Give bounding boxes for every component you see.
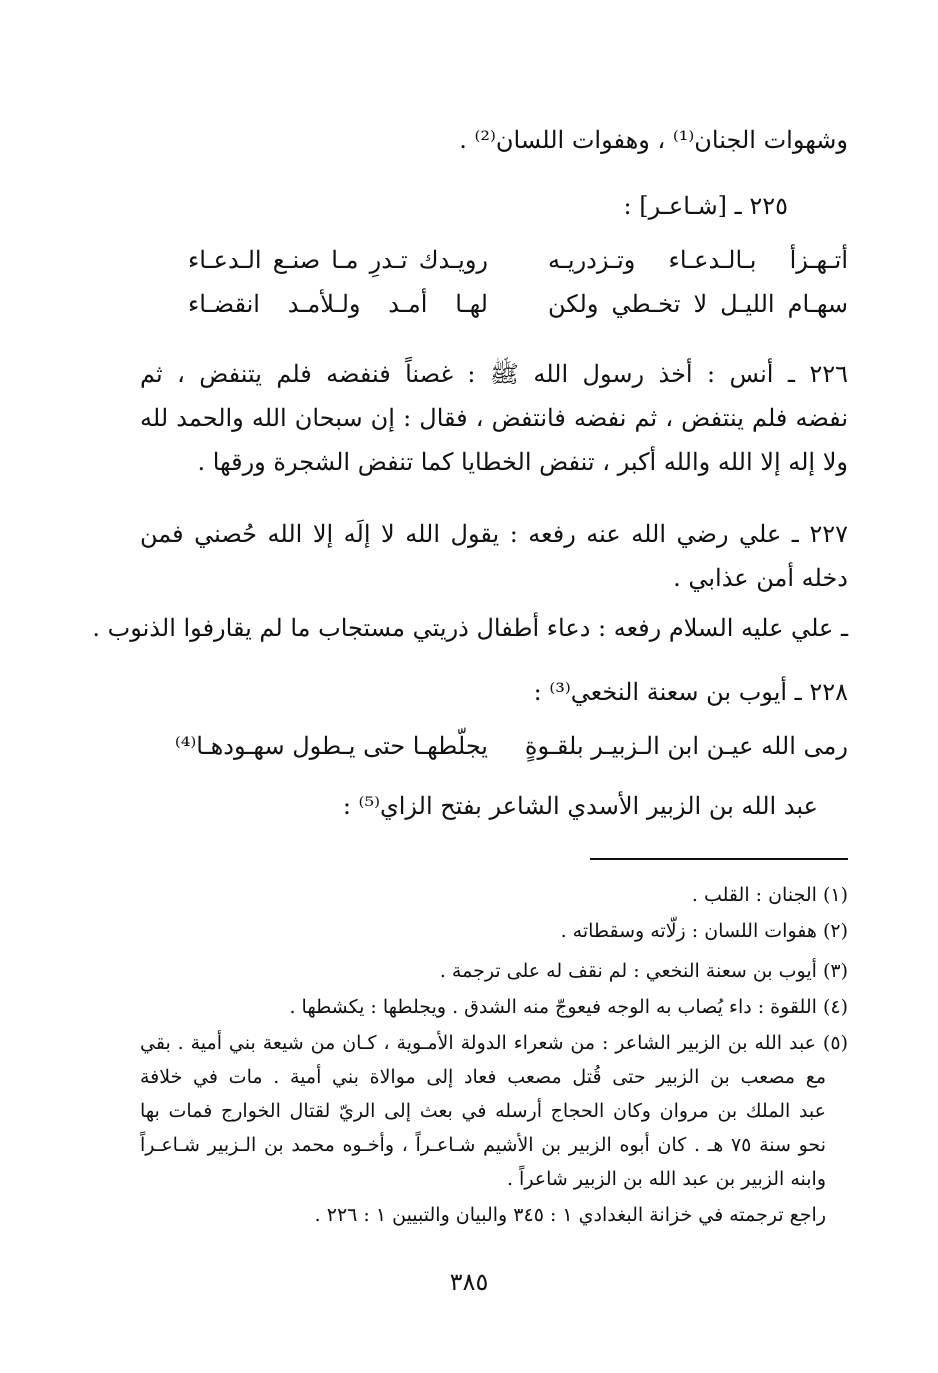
footnote-1: (١) الجنان : القلب . [691,884,848,906]
footnote-5-line-2: مع مصعب بن الزبير حتى قُتل مصعب فعاد إلى موالاة بني أمية . مات في خلافة [140,1066,826,1088]
verse-3-second-hemistich: يجلّطهـا حتى يـطول سهـودهـا⁽⁴⁾ [174,732,488,760]
entry-227-line-3: ـ علي عليه السلام رفعه : دعاء أطفال ذريتي مستجاب ما لم يقارفوا الذنوب . [92,614,848,642]
entry-228-heading: ٢٢٨ ـ أيوب بن سعنة النخعي⁽³⁾ : [533,678,848,706]
text-line-last: عبد الله بن الزبير الأسدي الشاعر بفتح الزاي⁽⁵⁾ : [342,792,818,820]
footnote-3: (٣) أيوب بن سعنة النخعي : لم نقف له على ترجمة . [439,960,848,982]
entry-226-line-2: نفضه فلم ينتفض ، ثم نفضه فانتفض ، فقال : إن سبحان الله والحمد لله [140,404,848,432]
footnote-5-line-6: راجع ترجمته في خزانة البغدادي ١ : ٣٤٥ والبيان والتبيين ١ : ٢٢٦ . [314,1204,826,1226]
verse-2-first-hemistich: سهـام الليـل لا تخـطي ولكن [548,290,848,318]
verse-3-first-hemistich: رمى الله عيـن ابن الـزبيـر بلقـوةٍ [524,732,848,760]
verse-1 [188,240,848,280]
entry-226-line-1: ٢٢٦ ـ أنس : أخذ رسول الله ﷺ : غصناً فنفضه فلم يتنفض ، ثم [140,360,848,388]
verse-1-first-hemistich: أتـهـزأ بـالـدعـاء وتـزدريـه [548,246,848,274]
footnote-5-line-4: نحو سنة ٧٥ هـ . كان أبوه الزبير بن الأشيم شـاعـراً ، وأخـوه محمد بن الـزبير شـاعـراً [140,1134,826,1156]
footnote-2: (٢) هفوات اللسان : زلّاته وسقطاته . [560,920,848,942]
footnote-separator [590,858,848,860]
page-number: ٣٨٥ [449,1268,489,1296]
footnote-5-line-5: وابنه الزبير بن عبد الله بن الزبير شاعراً . [506,1168,826,1190]
footnote-5-line-3: عبد الملك بن مروان وكان الحجاج أرسله في بعث إلى الريّ لقتال الخوارج فمات بها [140,1100,826,1122]
footnote-5-line-1: (٥) عبد الله بن الزبير الشاعر : من شعراء الدولة الأمـوية ، كـان من شيعة بني أمية . بقي [140,1032,848,1054]
entry-227-line-1: ٢٢٧ ـ علي رضي الله عنه رفعه : يقول الله لا إلَه إلا الله حُصني فمن [140,520,848,548]
entry-226-line-3: ولا إله إلا الله والله أكبر ، تنفض الخطايا كما تنفض الشجرة ورقها . [197,448,848,476]
entry-225-heading: ٢٢٥ ـ [شـاعـر] : [623,192,788,220]
verse-2-second-hemistich: لهـا أمـد ولـلأمـد انقضـاء [188,290,488,318]
footnote-4: (٤) اللقوة : داء يُصاب به الوجه فيعوجّ منه الشدق . ويجلطها : يكشطها . [289,996,848,1018]
verse-2 [188,284,848,324]
verse-1-second-hemistich: رويـدك تـدرِ مـا صنـع الـدعـاء [188,246,488,274]
entry-227-line-2: دخله أمن عذابي . [673,564,848,592]
verse-3 [174,726,848,766]
text-line-opening: وشهوات الجنان⁽¹⁾ ، وهفوات اللسان⁽²⁾ . [459,126,848,154]
